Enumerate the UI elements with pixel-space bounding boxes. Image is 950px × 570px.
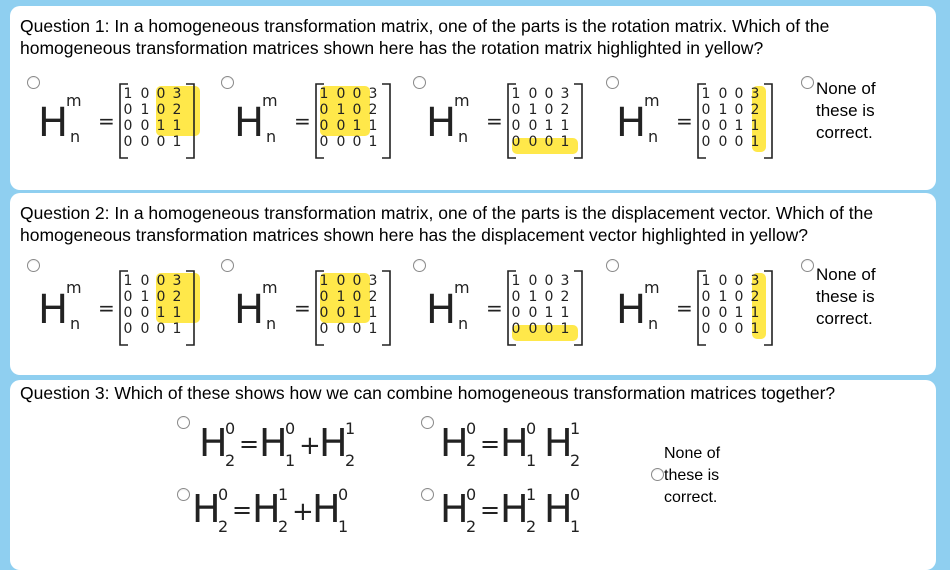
matrix-entry: 1 <box>734 118 744 134</box>
formula-sub: 2 <box>218 517 229 536</box>
matrix-entry: 0 <box>336 86 346 102</box>
formula-sup: 0 <box>570 485 581 504</box>
matrix-label-sub: n <box>648 127 659 146</box>
matrix-entry: 1 <box>156 305 166 321</box>
matrix-figure <box>420 263 595 363</box>
matrix-entry: 0 <box>511 321 521 337</box>
matrix-entry: 0 <box>718 86 728 102</box>
matrix-label-sub: n <box>70 314 81 333</box>
matrix-entry: 1 <box>140 289 150 305</box>
matrix-entry: 0 <box>140 86 150 102</box>
matrix-entry: 0 <box>701 118 711 134</box>
matrix-equals: = <box>486 109 503 133</box>
matrix-entry: 0 <box>156 134 166 150</box>
matrix-equals: = <box>486 296 503 320</box>
matrix-entry: 0 <box>352 289 362 305</box>
matrix-figure <box>610 263 785 363</box>
matrix-label-h: H <box>616 100 647 146</box>
q3-option-b-radio[interactable] <box>421 416 434 429</box>
right-bracket <box>382 271 390 345</box>
matrix-label-sup: m <box>262 278 278 297</box>
matrix-entry: 1 <box>140 102 150 118</box>
formula-operator: = <box>239 430 260 458</box>
matrix-entry: 0 <box>528 305 538 321</box>
formula-join: + <box>299 431 321 461</box>
matrix-equals: = <box>294 109 311 133</box>
matrix-label-h: H <box>616 287 647 333</box>
matrix-figure <box>610 76 785 176</box>
matrix-entry: 0 <box>734 289 744 305</box>
none-line: None of <box>664 445 721 462</box>
formula-sub: 1 <box>338 517 349 536</box>
q1-option-none-radio[interactable] <box>801 76 814 89</box>
matrix-entry: 0 <box>701 289 711 305</box>
matrix-entry: 1 <box>352 305 362 321</box>
matrix-equals: = <box>676 109 693 133</box>
matrix-label-sup: m <box>644 278 660 297</box>
q3-option-a-formula <box>195 416 395 479</box>
matrix-entry: 1 <box>544 305 554 321</box>
q3-option-none-label <box>664 443 720 509</box>
matrix-entry: 1 <box>172 118 182 134</box>
q1-option-none-label <box>816 78 876 144</box>
matrix-entry: 1 <box>336 102 346 118</box>
matrix-entry: 1 <box>156 118 166 134</box>
formula-h: H <box>500 487 529 531</box>
none-line: these is <box>664 467 720 484</box>
matrix-entry: 1 <box>336 289 346 305</box>
matrix-entry: 0 <box>718 321 728 337</box>
matrix-label-h: H <box>38 100 69 146</box>
formula-h: H <box>544 421 573 465</box>
q3-option-c-formula <box>188 482 388 545</box>
formula-sub: 2 <box>466 517 477 536</box>
matrix-entry: 0 <box>511 289 521 305</box>
matrix-figure <box>420 76 595 176</box>
matrix-entry: 3 <box>560 86 570 102</box>
matrix-entry: 1 <box>368 134 378 150</box>
matrix-entry: 1 <box>750 321 760 337</box>
matrix-entry: 2 <box>368 289 378 305</box>
formula-figure <box>188 482 388 540</box>
matrix-entry: 0 <box>336 305 346 321</box>
matrix-entry: 0 <box>734 134 744 150</box>
formula-sub: 1 <box>526 451 537 470</box>
matrix-entry: 1 <box>718 102 728 118</box>
q3-option-d-formula <box>436 482 636 545</box>
formula-sup: 1 <box>526 485 537 504</box>
matrix-entry: 1 <box>319 273 329 289</box>
formula-operator: = <box>480 430 501 458</box>
matrix-entry: 0 <box>734 321 744 337</box>
matrix-figure <box>32 76 207 176</box>
matrix-label-sub: n <box>266 127 277 146</box>
matrix-entry: 0 <box>156 289 166 305</box>
matrix-entry: 0 <box>319 305 329 321</box>
matrix-equals: = <box>676 296 693 320</box>
matrix-entry: 2 <box>750 289 760 305</box>
formula-sup: 1 <box>570 419 581 438</box>
formula-sub: 1 <box>285 451 296 470</box>
matrix-label-sub: n <box>648 314 659 333</box>
formula-h: H <box>500 421 529 465</box>
formula-figure <box>195 416 395 474</box>
matrix-entry: 0 <box>544 321 554 337</box>
matrix-label-sup: m <box>454 91 470 110</box>
matrix-entry: 2 <box>560 289 570 305</box>
matrix-entry: 1 <box>319 86 329 102</box>
formula-operator: = <box>480 496 501 524</box>
formula-h: H <box>544 487 573 531</box>
question-1-card <box>10 6 936 190</box>
formula-sub: 2 <box>570 451 581 470</box>
matrix-label-sup: m <box>262 91 278 110</box>
matrix-entry: 0 <box>156 321 166 337</box>
matrix-entry: 0 <box>156 86 166 102</box>
matrix-entry: 0 <box>140 273 150 289</box>
matrix-entry: 1 <box>172 321 182 337</box>
matrix-entry: 0 <box>123 134 133 150</box>
matrix-entry: 0 <box>734 86 744 102</box>
q2-option-c-matrix <box>420 263 595 363</box>
matrix-entry: 1 <box>123 86 133 102</box>
matrix-entry: 1 <box>528 102 538 118</box>
matrix-entry: 0 <box>718 273 728 289</box>
matrix-entry: 0 <box>140 118 150 134</box>
matrix-entry: 1 <box>511 86 521 102</box>
matrix-entry: 1 <box>368 321 378 337</box>
matrix-entry: 0 <box>352 134 362 150</box>
formula-sup: 0 <box>218 485 229 504</box>
formula-sup: 0 <box>285 419 296 438</box>
matrix-entry: 1 <box>718 289 728 305</box>
right-bracket <box>382 84 390 158</box>
matrix-entry: 3 <box>750 273 760 289</box>
matrix-entry: 0 <box>528 118 538 134</box>
matrix-entry: 1 <box>750 118 760 134</box>
matrix-entry: 0 <box>701 305 711 321</box>
matrix-entry: 3 <box>750 86 760 102</box>
matrix-entry: 1 <box>750 305 760 321</box>
formula-figure <box>436 416 636 474</box>
q2-option-none-radio[interactable] <box>801 259 814 272</box>
formula-h: H <box>259 421 288 465</box>
matrix-entry: 0 <box>352 321 362 337</box>
q2-option-a-matrix <box>32 263 207 363</box>
matrix-entry: 0 <box>701 102 711 118</box>
formula-h: H <box>192 487 221 531</box>
formula-join: + <box>292 497 314 527</box>
matrix-entry: 2 <box>750 102 760 118</box>
matrix-label-sub: n <box>458 127 469 146</box>
matrix-entry: 0 <box>528 134 538 150</box>
matrix-entry: 1 <box>352 118 362 134</box>
q3-option-d-radio[interactable] <box>421 488 434 501</box>
formula-sup: 0 <box>526 419 537 438</box>
q1-option-b-matrix <box>228 76 403 176</box>
matrix-label-sub: n <box>70 127 81 146</box>
matrix-figure <box>228 263 403 363</box>
matrix-entry: 3 <box>560 273 570 289</box>
matrix-entry: 0 <box>544 102 554 118</box>
matrix-label-sup: m <box>644 91 660 110</box>
formula-sup: 0 <box>466 485 477 504</box>
matrix-entry: 0 <box>734 273 744 289</box>
q3-option-none-radio[interactable] <box>651 468 664 481</box>
matrix-entry: 0 <box>140 134 150 150</box>
matrix-label-sup: m <box>66 91 82 110</box>
formula-figure <box>436 482 636 540</box>
matrix-entry: 0 <box>319 134 329 150</box>
matrix-entry: 1 <box>544 118 554 134</box>
formula-sub: 2 <box>466 451 477 470</box>
formula-h: H <box>199 421 228 465</box>
matrix-entry: 0 <box>544 273 554 289</box>
matrix-entry: 0 <box>544 289 554 305</box>
matrix-entry: 3 <box>172 273 182 289</box>
formula-h: H <box>440 487 469 531</box>
none-line: None of <box>816 265 876 284</box>
q1-option-c-matrix <box>420 76 595 176</box>
matrix-entry: 0 <box>336 273 346 289</box>
matrix-label-h: H <box>234 100 265 146</box>
matrix-entry: 1 <box>701 273 711 289</box>
matrix-entry: 0 <box>511 134 521 150</box>
matrix-entry: 2 <box>560 102 570 118</box>
matrix-entry: 2 <box>172 102 182 118</box>
formula-sub: 2 <box>225 451 236 470</box>
matrix-entry: 1 <box>172 134 182 150</box>
matrix-entry: 1 <box>172 305 182 321</box>
formula-sub: 2 <box>345 451 356 470</box>
matrix-entry: 0 <box>718 118 728 134</box>
matrix-entry: 0 <box>140 305 150 321</box>
question-3-text: Question 3: Which of these shows how we can combine homogeneous transformation matrices together? <box>20 383 836 403</box>
none-line: correct. <box>664 489 718 506</box>
matrix-label-sup: m <box>454 278 470 297</box>
question-3-card <box>10 380 936 570</box>
none-line: these is <box>816 287 875 306</box>
matrix-entry: 0 <box>352 102 362 118</box>
matrix-entry: 0 <box>352 273 362 289</box>
formula-operator: = <box>232 496 253 524</box>
matrix-entry: 0 <box>123 118 133 134</box>
matrix-equals: = <box>98 296 115 320</box>
matrix-entry: 0 <box>528 273 538 289</box>
q1-option-d-matrix <box>610 76 785 176</box>
q2-option-none-label <box>816 264 876 330</box>
matrix-entry: 0 <box>336 134 346 150</box>
matrix-figure <box>32 263 207 363</box>
matrix-entry: 1 <box>750 134 760 150</box>
matrix-entry: 2 <box>368 102 378 118</box>
matrix-entry: 0 <box>511 118 521 134</box>
matrix-entry: 1 <box>560 134 570 150</box>
q2-option-d-matrix <box>610 263 785 363</box>
matrix-label-sub: n <box>266 314 277 333</box>
matrix-entry: 0 <box>528 86 538 102</box>
none-line: these is <box>816 101 875 120</box>
matrix-entry: 2 <box>172 289 182 305</box>
matrix-entry: 3 <box>368 86 378 102</box>
matrix-entry: 0 <box>123 289 133 305</box>
matrix-label-sub: n <box>458 314 469 333</box>
matrix-equals: = <box>294 296 311 320</box>
none-line: correct. <box>816 123 873 142</box>
formula-sup: 0 <box>225 419 236 438</box>
q1-option-a-matrix <box>32 76 207 176</box>
matrix-entry: 1 <box>511 273 521 289</box>
matrix-entry: 0 <box>319 118 329 134</box>
question-1-text: Question 1: In a homogeneous transformation matrix, one of the parts is the rotation matrix. Which of the homogeneous transformation matrices shown here has the rotation matrix highlighted in yellow? <box>20 16 830 58</box>
matrix-label-h: H <box>234 287 265 333</box>
q2-option-b-matrix <box>228 263 403 363</box>
formula-h: H <box>319 421 348 465</box>
matrix-entry: 1 <box>560 305 570 321</box>
matrix-entry: 0 <box>718 305 728 321</box>
matrix-entry: 0 <box>156 102 166 118</box>
matrix-entry: 3 <box>368 273 378 289</box>
matrix-label-h: H <box>426 100 457 146</box>
matrix-entry: 1 <box>734 305 744 321</box>
matrix-entry: 1 <box>560 118 570 134</box>
formula-sub: 1 <box>570 517 581 536</box>
question-2-text: Question 2: In a homogeneous transformation matrix, one of the parts is the displacement vector. Which of the homogeneous transformation matrices shown here has the displacement vector highlighted in yellow? <box>20 203 874 245</box>
matrix-entry: 0 <box>544 86 554 102</box>
matrix-entry: 0 <box>336 118 346 134</box>
none-line: correct. <box>816 309 873 328</box>
matrix-entry: 0 <box>319 102 329 118</box>
matrix-entry: 0 <box>511 305 521 321</box>
formula-sup: 1 <box>278 485 289 504</box>
formula-sup: 0 <box>338 485 349 504</box>
matrix-entry: 0 <box>319 321 329 337</box>
formula-sup: 0 <box>466 419 477 438</box>
matrix-label-h: H <box>426 287 457 333</box>
matrix-entry: 0 <box>336 321 346 337</box>
matrix-figure <box>228 76 403 176</box>
matrix-entry: 1 <box>701 86 711 102</box>
matrix-entry: 0 <box>734 102 744 118</box>
matrix-entry: 0 <box>544 134 554 150</box>
formula-sub: 2 <box>526 517 537 536</box>
q3-option-a-radio[interactable] <box>177 416 190 429</box>
matrix-entry: 1 <box>368 118 378 134</box>
matrix-entry: 0 <box>140 321 150 337</box>
matrix-entry: 0 <box>123 321 133 337</box>
formula-h: H <box>440 421 469 465</box>
matrix-label-sup: m <box>66 278 82 297</box>
formula-h: H <box>252 487 281 531</box>
matrix-entry: 3 <box>172 86 182 102</box>
matrix-entry: 0 <box>701 134 711 150</box>
matrix-entry: 0 <box>352 86 362 102</box>
matrix-entry: 0 <box>123 305 133 321</box>
question-2-card <box>10 193 936 375</box>
matrix-entry: 1 <box>528 289 538 305</box>
matrix-entry: 0 <box>528 321 538 337</box>
matrix-entry: 1 <box>560 321 570 337</box>
formula-sub: 2 <box>278 517 289 536</box>
matrix-entry: 0 <box>701 321 711 337</box>
matrix-entry: 1 <box>123 273 133 289</box>
matrix-entry: 0 <box>511 102 521 118</box>
none-line: None of <box>816 79 876 98</box>
matrix-entry: 0 <box>718 134 728 150</box>
matrix-entry: 0 <box>156 273 166 289</box>
q3-option-b-formula <box>436 416 636 479</box>
matrix-entry: 0 <box>319 289 329 305</box>
matrix-label-h: H <box>38 287 69 333</box>
matrix-equals: = <box>98 109 115 133</box>
matrix-entry: 0 <box>123 102 133 118</box>
formula-sup: 1 <box>345 419 356 438</box>
matrix-entry: 1 <box>368 305 378 321</box>
formula-h: H <box>312 487 341 531</box>
